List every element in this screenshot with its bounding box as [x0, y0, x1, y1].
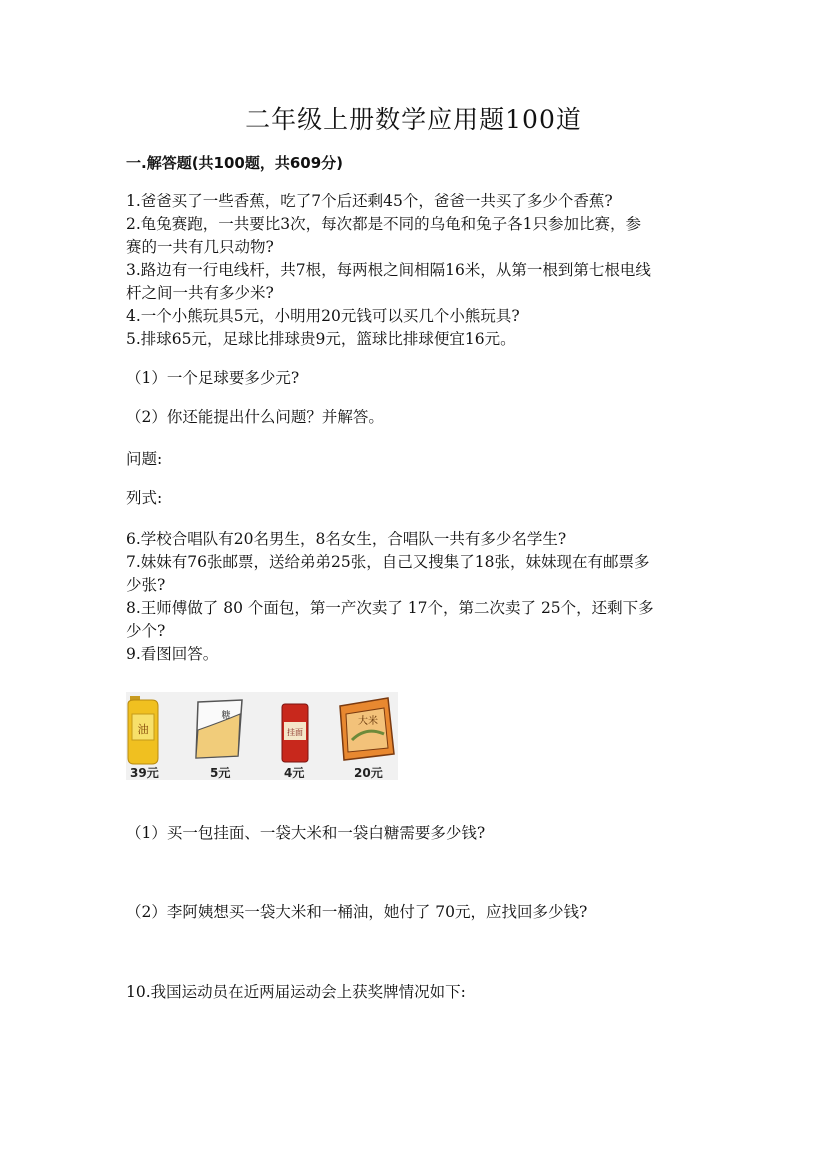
question-3: 3.路边有一行电线杆，共7根，每两根之间相隔16米，从第一根到第七根电线	[126, 261, 651, 279]
question-3-cont: 杆之间一共有多少米?	[126, 284, 274, 302]
sugar-price: 5元	[210, 766, 231, 780]
question-7-cont: 少张?	[126, 576, 166, 594]
question-2-cont: 赛的一共有几只动物?	[126, 238, 274, 256]
question-8-cont: 少个?	[126, 622, 166, 640]
rice-bag-icon	[340, 698, 394, 760]
question-8: 8.王师傅做了 80 个面包，第一产次卖了 17个，第二次卖了 25个，还剩下多	[126, 599, 654, 617]
sugar-bag-icon	[196, 700, 242, 758]
question-10: 10.我国运动员在近两届运动会上获奖牌情况如下:	[126, 983, 466, 1001]
question-5-part-1: （1）一个足球要多少元?	[126, 369, 300, 387]
oil-bottle-icon	[128, 696, 158, 764]
rice-price: 20元	[354, 766, 383, 780]
oil-label: 油	[137, 723, 149, 736]
answer-question-label: 问题:	[126, 450, 163, 468]
section-heading: 一.解答题(共100题，共609分)	[126, 154, 344, 172]
answer-formula-label: 列式:	[126, 489, 163, 507]
question-9-part-2: （2）李阿姨想买一袋大米和一桶油，她付了 70元，应找回多少钱?	[126, 903, 588, 921]
rice-label: 大米	[358, 716, 378, 727]
question-9: 9.看图回答。	[126, 645, 219, 663]
noodles-label: 挂面	[287, 728, 303, 737]
sugar-label: 糖	[221, 711, 231, 721]
noodles-price: 4元	[284, 766, 305, 780]
question-2: 2.龟兔赛跑，一共要比3次，每次都是不同的乌龟和兔子各1只参加比赛，参	[126, 215, 642, 233]
page-title: 二年级上册数学应用题100道	[245, 105, 582, 134]
question-7: 7.妹妹有76张邮票，送给弟弟25张，自己又搜集了18张，妹妹现在有邮票多	[126, 553, 650, 571]
question-9-part-1: （1）买一包挂面、一袋大米和一袋白糖需要多少钱?	[126, 824, 486, 842]
question-6: 6.学校合唱队有20名男生，8名女生，合唱队一共有多少名学生?	[126, 530, 567, 548]
oil-price: 39元	[130, 766, 159, 780]
question-4: 4.一个小熊玩具5元，小明用20元钱可以买几个小熊玩具?	[126, 307, 520, 325]
question-5: 5.排球65元，足球比排球贵9元，篮球比排球便宜16元。	[126, 330, 516, 348]
noodles-icon	[282, 704, 308, 762]
question-5-part-2: （2）你还能提出什么问题？并解答。	[126, 408, 384, 426]
question-1: 1.爸爸买了一些香蕉，吃了7个后还剩45个，爸爸一共买了多少个香蕉?	[126, 192, 613, 210]
